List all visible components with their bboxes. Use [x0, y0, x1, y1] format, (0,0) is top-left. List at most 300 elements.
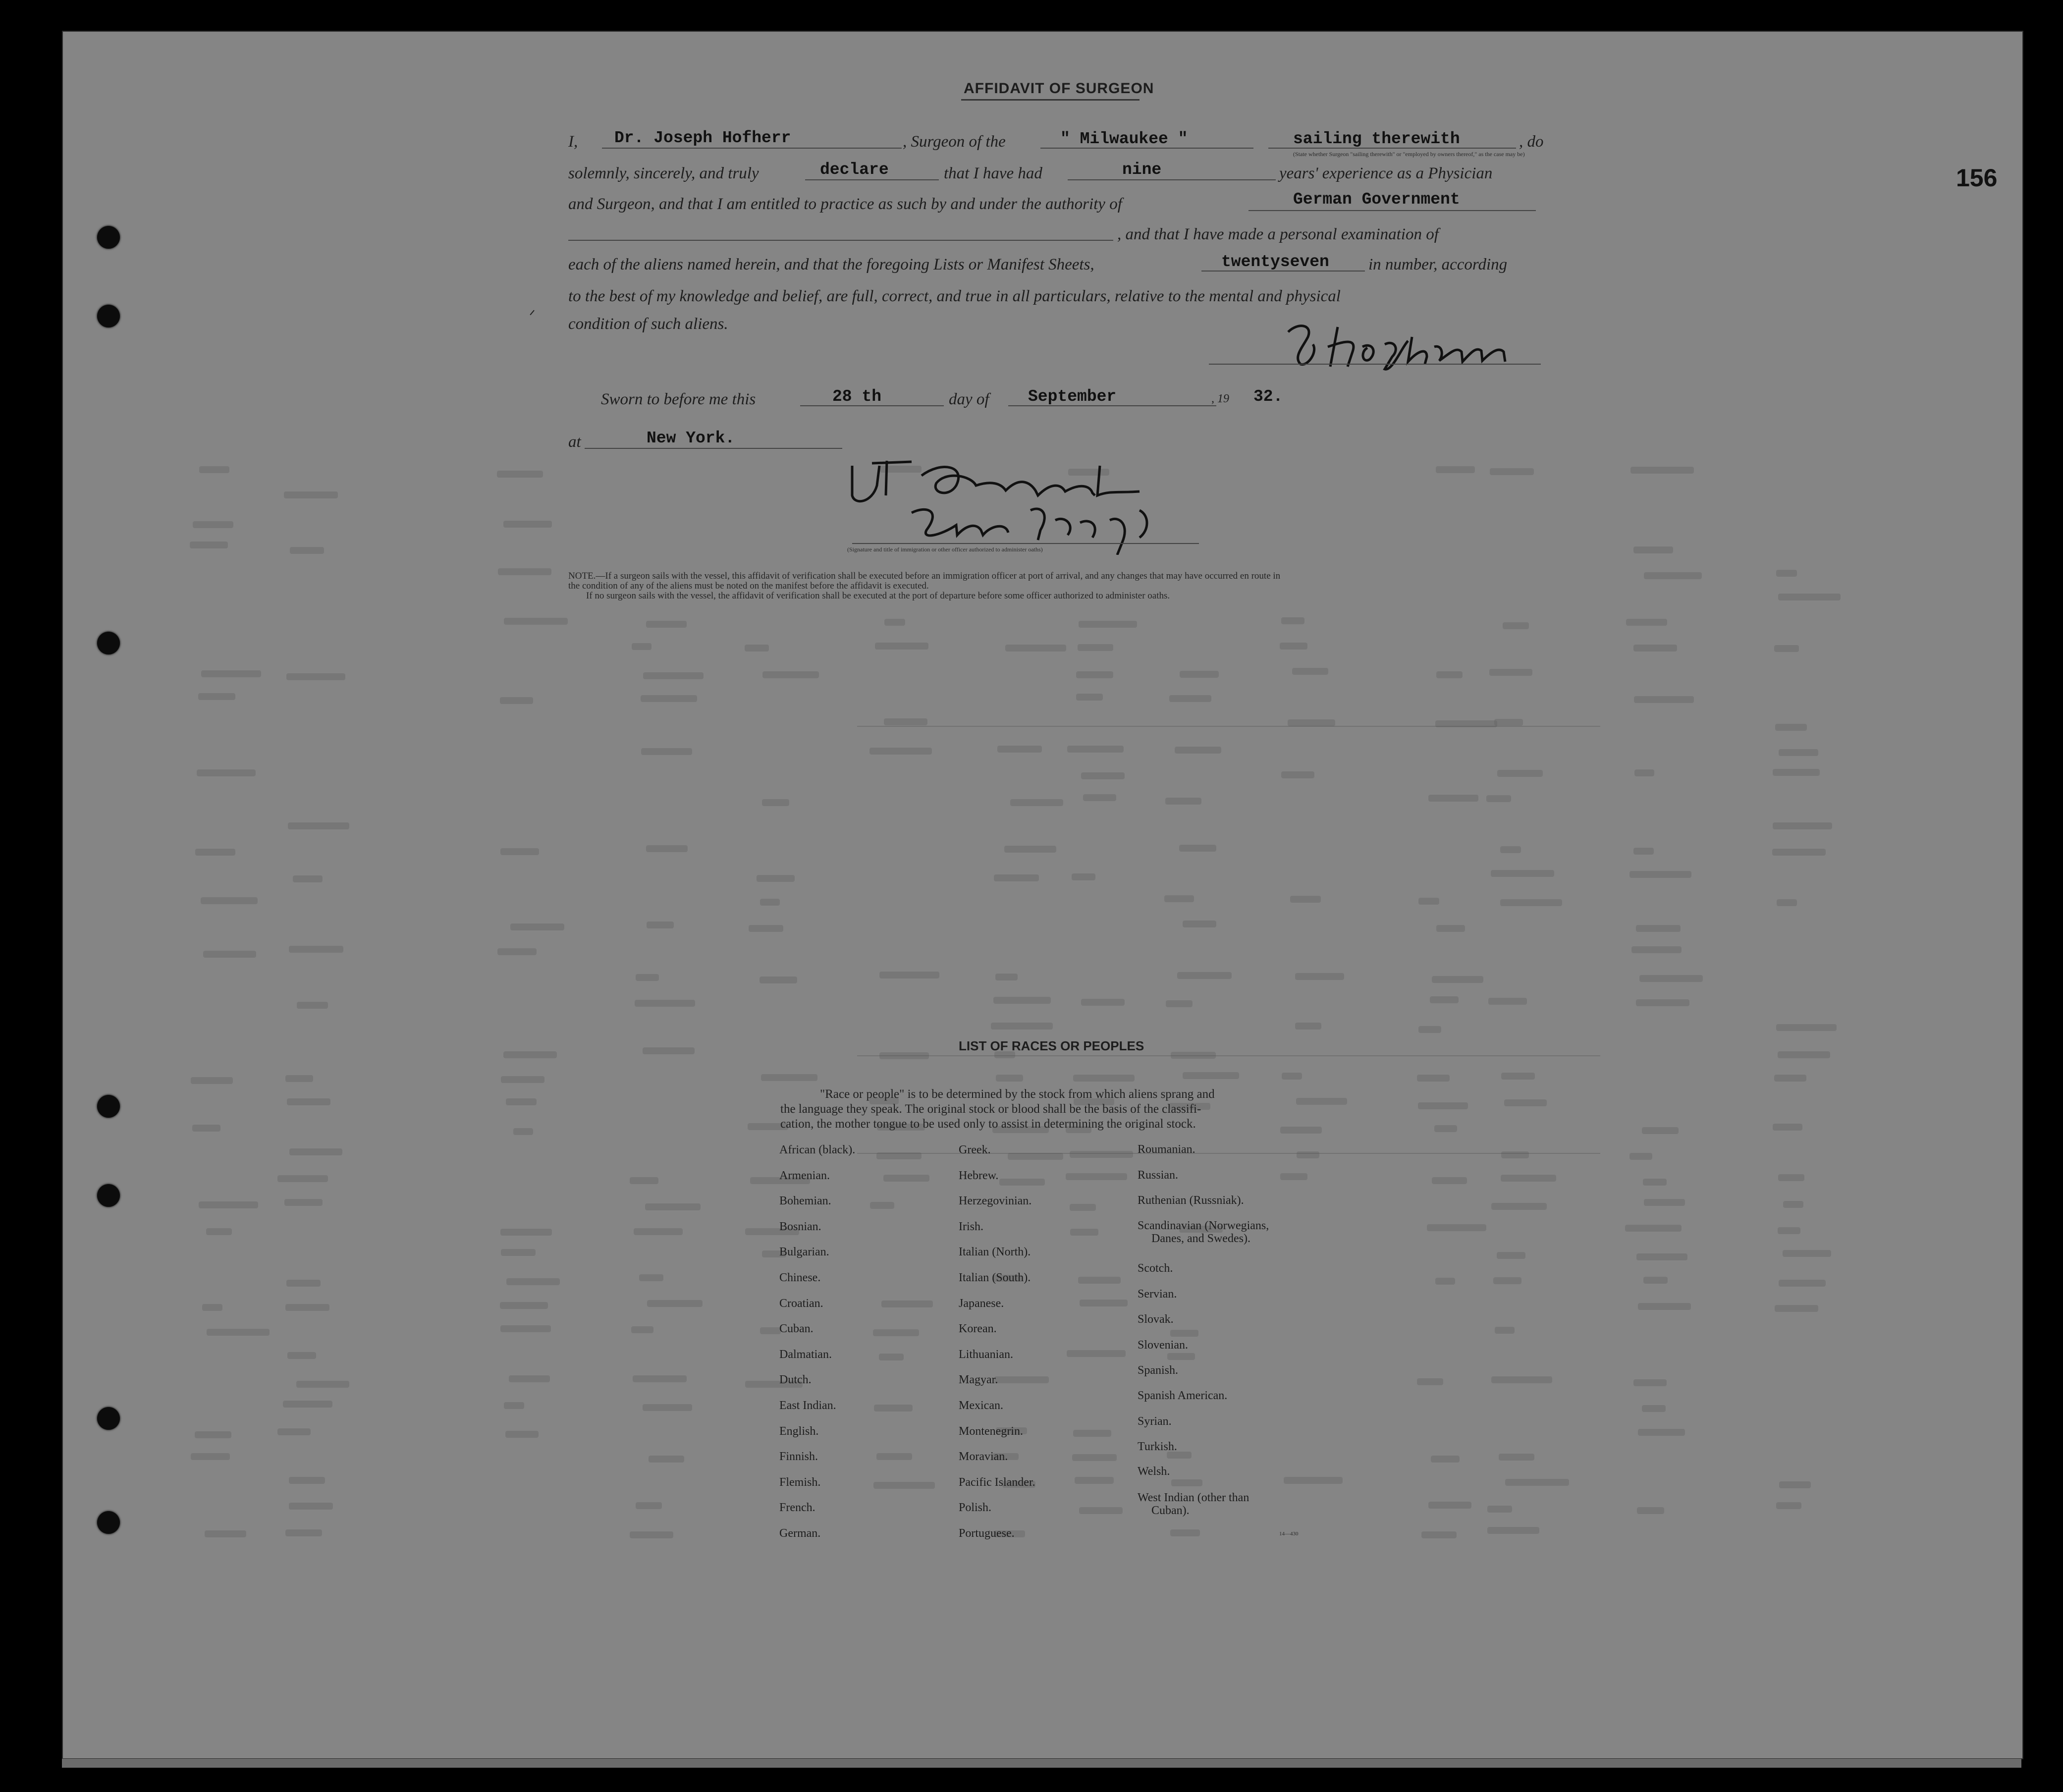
bleed-through-mark [1495, 1327, 1515, 1334]
punch-hole [97, 305, 120, 327]
bleed-through-mark [994, 874, 1039, 881]
race-entry-line: West Indian (other than [1138, 1491, 1249, 1504]
page-bottom-edge [62, 1759, 2021, 1768]
bleed-through-mark [1436, 466, 1475, 473]
bleed-through-mark [1626, 619, 1667, 626]
bleed-through-line [857, 726, 1600, 727]
race-entry-line: Montenegrin. [959, 1424, 1023, 1438]
race-entry [1138, 1219, 1269, 1245]
race-entry-line: Ruthenian (Russniak). [1138, 1194, 1244, 1207]
bleed-through-mark [503, 521, 552, 528]
punch-hole [97, 226, 120, 249]
bleed-through-mark [1490, 468, 1534, 475]
bleed-through-mark [1497, 1252, 1525, 1259]
race-entry [959, 1373, 998, 1387]
bleed-through-mark [762, 671, 819, 678]
bleed-through-mark [1288, 719, 1335, 726]
race-entry [959, 1322, 997, 1336]
bleed-through-mark [879, 972, 939, 978]
race-entry-line: Korean. [959, 1322, 997, 1336]
bleed-through-mark [192, 1125, 220, 1132]
race-entry-line: Scotch. [1138, 1262, 1173, 1275]
race-entry-line: Magyar. [959, 1373, 998, 1387]
bleed-through-mark [1779, 1481, 1811, 1488]
bleed-through-mark [1629, 1153, 1652, 1160]
bleed-through-mark [635, 1000, 695, 1007]
bleed-through-mark [296, 1381, 349, 1388]
bleed-through-mark [1501, 1175, 1556, 1182]
bleed-through-mark [1778, 1227, 1800, 1234]
race-entry-line: Mexican. [959, 1399, 1003, 1412]
bleed-through-mark [202, 1304, 222, 1311]
bleed-through-mark [1076, 694, 1103, 701]
bleed-through-mark [1776, 570, 1797, 577]
bleed-through-mark [1776, 1502, 1801, 1509]
races-intro-line: cation, the mother tongue to be used only to assist in determining the original stock. [780, 1117, 1196, 1131]
bleed-through-mark [1630, 467, 1694, 474]
bleed-through-mark [995, 974, 1018, 980]
race-entry-line: Bohemian. [779, 1195, 831, 1208]
bleed-through-mark [277, 1175, 328, 1182]
years-experience: nine [1122, 161, 1162, 179]
signature-line [1209, 364, 1541, 365]
bleed-through-mark [509, 1375, 550, 1382]
bleed-through-mark [762, 799, 789, 806]
bleed-through-mark [649, 1456, 684, 1463]
bleed-through-mark [643, 1404, 692, 1411]
bleed-through-mark [1644, 1199, 1685, 1206]
punch-hole [97, 1407, 120, 1430]
sworn-place: New York. [647, 429, 735, 447]
bleed-through-mark [207, 1329, 270, 1336]
margin-mark: ᐟ [529, 308, 536, 324]
race-entry-line: Armenian. [779, 1169, 830, 1182]
bleed-through-mark [1075, 1477, 1114, 1484]
bleed-through-mark [641, 748, 692, 755]
bleed-through-mark [1170, 1330, 1198, 1337]
field-underline [1268, 148, 1516, 149]
field-underline [602, 148, 902, 149]
race-entry-line: African (black). [779, 1143, 856, 1156]
bleed-through-mark [1175, 747, 1221, 754]
bleed-through-mark [285, 1075, 313, 1082]
race-entry-line: Bulgarian. [779, 1246, 829, 1259]
bleed-through-mark [881, 1301, 933, 1307]
race-entry [1138, 1465, 1170, 1478]
race-entry [959, 1271, 1031, 1285]
bleed-through-mark [636, 1502, 662, 1509]
race-entry [959, 1348, 1013, 1361]
bleed-through-mark [1183, 921, 1216, 927]
bleed-through-mark [1010, 799, 1063, 806]
affidavit-line1-prefix: I, [568, 133, 578, 151]
race-entry [779, 1450, 818, 1464]
race-entry-line: Portuguese. [959, 1527, 1015, 1540]
bleed-through-mark [1779, 749, 1818, 756]
race-entry [1138, 1364, 1178, 1377]
races-intro-line: "Race or people" is to be determined by the stock from which aliens sprang and [820, 1087, 1215, 1101]
bleed-through-mark [1636, 1253, 1687, 1260]
race-entry [959, 1143, 991, 1157]
officer-signature [842, 456, 1209, 555]
bleed-through-mark [1080, 1300, 1128, 1306]
bleed-through-mark [1504, 1099, 1547, 1106]
bleed-through-mark [201, 897, 258, 904]
race-entry-line: Italian (North). [959, 1246, 1031, 1259]
bleed-through-mark [1066, 1173, 1127, 1180]
bleed-through-mark [1081, 999, 1125, 1006]
bleed-through-mark [284, 1199, 323, 1206]
affidavit-line2-end: years' experience as a Physician [1279, 164, 1493, 182]
field-underline [568, 240, 1113, 241]
bleed-through-mark [1783, 1250, 1831, 1257]
bleed-through-mark [1644, 572, 1702, 579]
bleed-through-mark [1418, 1026, 1441, 1033]
race-entry [1138, 1288, 1177, 1301]
bleed-through-mark [1636, 925, 1681, 932]
officer-caption: (Signature and title of immigration or other officer authorized to administer oaths) [847, 546, 1043, 553]
race-entry-line: Roumanian. [1138, 1143, 1195, 1156]
bleed-through-mark [1642, 1405, 1666, 1412]
bleed-through-mark [1282, 1073, 1302, 1080]
bleed-through-mark [1779, 1280, 1826, 1287]
bleed-through-mark [277, 1428, 311, 1435]
bleed-through-mark [1625, 1225, 1682, 1232]
bleed-through-mark [1280, 1173, 1307, 1180]
race-entry-line: Turkish. [1138, 1440, 1177, 1453]
bleed-through-mark [1079, 621, 1137, 628]
bleed-through-mark [1179, 845, 1216, 852]
race-entry-line: Bosnian. [779, 1220, 821, 1233]
bleed-through-mark [285, 1529, 322, 1536]
bleed-through-mark [287, 1098, 330, 1105]
bleed-through-mark [501, 1076, 544, 1083]
bleed-through-mark [506, 1098, 537, 1105]
bleed-through-mark [632, 643, 651, 650]
bleed-through-mark [497, 471, 543, 478]
sheet-count: twentyseven [1221, 253, 1329, 271]
bleed-through-mark [1775, 724, 1807, 731]
bleed-through-mark [1432, 976, 1483, 983]
race-entry-line: Slovak. [1138, 1313, 1174, 1326]
bleed-through-mark [1428, 1502, 1471, 1509]
bleed-through-mark [497, 948, 537, 955]
bleed-through-mark [1180, 671, 1219, 678]
bleed-through-mark [293, 875, 323, 882]
affidavit-line5-prefix: each of the aliens named herein, and that the foregoing Lists or Manifest Sheets, [568, 256, 1094, 273]
bleed-through-mark [643, 672, 704, 679]
bleed-through-mark [1165, 798, 1201, 805]
bleed-through-line [857, 1055, 1600, 1056]
bleed-through-mark [1776, 1024, 1837, 1031]
race-entry-line: Flemish. [779, 1475, 821, 1489]
bleed-through-mark [994, 1376, 1049, 1383]
sworn-year: 32. [1253, 387, 1283, 406]
bleed-through-mark [1070, 1229, 1098, 1236]
bleed-through-mark [1281, 617, 1304, 624]
bleed-through-mark [875, 643, 928, 650]
note-line1: NOTE.—If a surgeon sails with the vessel, this affidavit of verification shall be executed before an immigration officer at port of arrival, and any changes that may have occurred en route in [568, 571, 1281, 581]
surgeon-name: Dr. Joseph Hofherr [614, 129, 791, 147]
race-entry [779, 1399, 836, 1412]
race-entry [1138, 1339, 1188, 1352]
title-underline [961, 99, 1140, 101]
bleed-through-mark [1073, 1430, 1111, 1437]
race-entry [779, 1245, 829, 1259]
bleed-through-mark [1434, 1125, 1457, 1132]
bleed-through-mark [1493, 1277, 1521, 1284]
race-entry-line: Hebrew. [959, 1169, 999, 1182]
punch-hole [97, 632, 120, 654]
race-entry [1138, 1194, 1244, 1207]
bleed-through-mark [1634, 696, 1694, 703]
field-underline [1201, 271, 1365, 272]
sworn-mid: day of [949, 390, 989, 408]
race-entry-line: Herzegovinian. [959, 1195, 1032, 1208]
affidavit-line6: to the best of my knowledge and belief, are full, correct, and true in all particulars, relative to the mental and physical [568, 287, 1341, 305]
bleed-through-mark [1634, 769, 1654, 776]
bleed-through-mark [1280, 1127, 1322, 1134]
bleed-through-mark [874, 1405, 913, 1412]
field-underline [1249, 210, 1536, 211]
race-entry-line: Chinese. [779, 1271, 821, 1284]
bleed-through-mark [1005, 645, 1066, 652]
bleed-through-mark [506, 1278, 560, 1285]
race-entry [959, 1399, 1003, 1412]
bleed-through-mark [1164, 895, 1194, 902]
bleed-through-mark [193, 521, 233, 528]
race-entry-line: Japanese. [959, 1297, 1004, 1310]
bleed-through-mark [500, 1302, 548, 1309]
bleed-through-mark [1078, 644, 1113, 651]
bleed-through-mark [1633, 848, 1654, 855]
races-intro-line: the language they speak. The original stock or blood shall be the basis of the classifi- [780, 1102, 1201, 1116]
bleed-through-mark [504, 618, 568, 625]
race-entry [779, 1373, 812, 1387]
bleed-through-mark [636, 974, 659, 981]
note-line2: the condition of any of the aliens must be noted on the manifest before the affidavit is executed. [568, 581, 929, 591]
bleed-through-mark [1421, 1531, 1457, 1538]
bleed-through-mark [505, 1431, 539, 1438]
bleed-through-mark [199, 1201, 258, 1208]
bleed-through-mark [195, 1431, 231, 1438]
bleed-through-mark [645, 1203, 701, 1210]
bleed-through-mark [1497, 770, 1543, 777]
bleed-through-mark [883, 1175, 929, 1182]
bleed-through-mark [1435, 1278, 1455, 1285]
at-prefix: at [568, 433, 581, 451]
race-entry [959, 1475, 1035, 1489]
race-entry-line: Pacific Islander. [959, 1475, 1035, 1489]
bleed-through-mark [289, 1148, 342, 1155]
bleed-through-mark [1432, 1177, 1467, 1184]
bleed-through-mark [191, 1077, 233, 1084]
bleed-through-mark [289, 1477, 325, 1484]
surgeon-status: sailing therewith [1293, 130, 1460, 148]
punch-hole [97, 1095, 120, 1118]
bleed-through-mark [1486, 795, 1511, 802]
bleed-through-mark [870, 1202, 894, 1209]
race-entry [959, 1424, 1023, 1438]
race-entry [779, 1220, 821, 1234]
note-line3: If no surgeon sails with the vessel, the affidavit of verification shall be executed at the port of departure before some officer authorized to administer oaths. [586, 591, 1170, 601]
bleed-through-mark [199, 466, 229, 473]
bleed-through-mark [498, 568, 551, 575]
race-entry-line: Danes, and Swedes). [1151, 1232, 1250, 1245]
affidavit-line4: , and that I have made a personal examination of [1117, 225, 1439, 243]
bleed-through-mark [1073, 1075, 1135, 1082]
bleed-through-mark [1078, 1277, 1121, 1284]
bleed-through-mark [201, 670, 261, 677]
bleed-through-mark [876, 1453, 912, 1460]
bleed-through-mark [1417, 1378, 1443, 1385]
bleed-through-mark [287, 1352, 316, 1359]
race-entry-line: English. [779, 1424, 819, 1438]
bleed-through-mark [1177, 972, 1232, 979]
bleed-through-mark [1503, 622, 1529, 629]
bleed-through-mark [641, 695, 697, 702]
race-entry [779, 1322, 814, 1336]
bleed-through-mark [1083, 794, 1116, 801]
race-entry-line: Dalmatian. [779, 1348, 832, 1361]
race-entry-line: Russian. [1138, 1169, 1179, 1182]
bleed-through-mark [991, 1023, 1053, 1030]
bleed-through-mark [1296, 1098, 1347, 1105]
bleed-through-mark [1775, 1305, 1818, 1312]
bleed-through-mark [873, 1482, 935, 1489]
bleed-through-mark [634, 1228, 683, 1235]
race-entry-line: Dutch. [779, 1373, 812, 1387]
bleed-through-mark [1284, 1477, 1343, 1484]
race-entry-line: German. [779, 1527, 821, 1540]
bleed-through-mark [1295, 973, 1344, 980]
bleed-through-mark [283, 1401, 332, 1408]
bleed-through-mark [1072, 1454, 1117, 1461]
race-entry-line: Welsh. [1138, 1465, 1170, 1478]
race-entry [1138, 1262, 1173, 1275]
bleed-through-mark [1773, 1124, 1802, 1131]
bleed-through-mark [760, 899, 780, 906]
bleed-through-mark [1491, 870, 1554, 877]
bleed-through-mark [1081, 772, 1125, 779]
bleed-through-mark [879, 1354, 904, 1360]
race-entry-line: Polish. [959, 1501, 992, 1515]
race-entry-line: Servian. [1138, 1288, 1177, 1301]
race-entry-line: Scandinavian (Norwegians, [1138, 1219, 1269, 1232]
bleed-through-mark [500, 697, 533, 704]
bleed-through-mark [206, 1228, 232, 1235]
bleed-through-mark [1079, 1507, 1123, 1514]
punch-hole [97, 1184, 120, 1207]
officer-signature-line [852, 543, 1199, 544]
bleed-through-mark [1417, 1075, 1450, 1082]
race-entry [779, 1348, 832, 1361]
bleed-through-mark [1183, 1072, 1239, 1079]
bleed-through-mark [1639, 975, 1703, 982]
bleed-through-mark [1500, 846, 1521, 853]
race-entry [959, 1169, 998, 1183]
affidavit-line2-prefix: solemnly, sincerely, and truly [568, 164, 759, 182]
bleed-through-mark [633, 1375, 687, 1382]
race-entry-line: Finnish. [779, 1450, 818, 1464]
field-underline [1068, 179, 1276, 180]
race-entry [1138, 1313, 1174, 1326]
bleed-through-mark [630, 1531, 673, 1538]
bleed-through-mark [1643, 1179, 1667, 1186]
bleed-through-mark [1491, 1376, 1552, 1383]
bleed-through-mark [203, 951, 256, 958]
bleed-through-mark [997, 746, 1042, 753]
bleed-through-mark [1488, 998, 1527, 1005]
bleed-through-mark [205, 1530, 246, 1537]
race-entry-line: Cuban. [779, 1322, 814, 1336]
bleed-through-mark [1070, 1151, 1133, 1158]
bleed-through-mark [1431, 1456, 1460, 1463]
race-entry [779, 1194, 831, 1208]
bleed-through-mark [1430, 996, 1459, 1003]
race-entry-line: Irish. [959, 1220, 983, 1233]
bleed-through-mark [1637, 1507, 1664, 1514]
bleed-through-mark [1633, 645, 1677, 652]
bleed-through-mark [1004, 846, 1056, 853]
bleed-through-mark [1501, 1073, 1535, 1080]
races-list-title: LIST OF RACES OR PEOPLES [959, 1038, 1144, 1053]
bleed-through-mark [1292, 668, 1328, 675]
race-entry [959, 1297, 1004, 1310]
bleed-through-mark [1643, 1277, 1668, 1284]
bleed-through-mark [1281, 771, 1314, 778]
field-underline [800, 405, 944, 406]
sworn-prefix: Sworn to before me this [601, 390, 756, 408]
race-entry-line: Greek. [959, 1143, 991, 1156]
sworn-year-prefix: , 19 [1211, 392, 1229, 405]
bleed-through-mark [1170, 1529, 1200, 1536]
bleed-through-mark [646, 621, 687, 628]
race-entry [1138, 1143, 1195, 1156]
bleed-through-mark [510, 923, 564, 930]
bleed-through-mark [757, 875, 795, 882]
bleed-through-mark [631, 1326, 653, 1333]
bleed-through-mark [197, 769, 256, 776]
race-entry-line: Croatian. [779, 1297, 823, 1310]
bleed-through-mark [1636, 999, 1689, 1006]
race-entry [959, 1194, 1032, 1208]
bleed-through-mark [1772, 849, 1826, 856]
bleed-through-mark [1067, 1350, 1126, 1357]
race-entry [959, 1526, 1015, 1540]
affidavit-line2-mid: that I have had [944, 164, 1042, 182]
bleed-through-mark [884, 619, 905, 626]
bleed-through-mark [1778, 1051, 1830, 1058]
bleed-through-mark [1427, 1224, 1486, 1231]
race-entry [1138, 1389, 1227, 1402]
bleed-through-mark [1774, 645, 1799, 652]
sworn-day: 28 th [832, 387, 882, 406]
bleed-through-mark [749, 925, 783, 932]
affidavit-line1-mid: , Surgeon of the [903, 133, 1006, 151]
race-entry [779, 1297, 823, 1310]
bleed-through-mark [1167, 1353, 1195, 1360]
race-entry [959, 1450, 1008, 1464]
race-entry [779, 1526, 820, 1540]
bleed-through-mark [1076, 671, 1113, 678]
race-entry-line: Slovenian. [1138, 1339, 1188, 1352]
bleed-through-mark [760, 1327, 781, 1334]
punch-hole [97, 1511, 120, 1534]
bleed-through-mark [1638, 1429, 1685, 1436]
bleed-through-mark [513, 1128, 533, 1135]
bleed-through-mark [1774, 1075, 1806, 1082]
